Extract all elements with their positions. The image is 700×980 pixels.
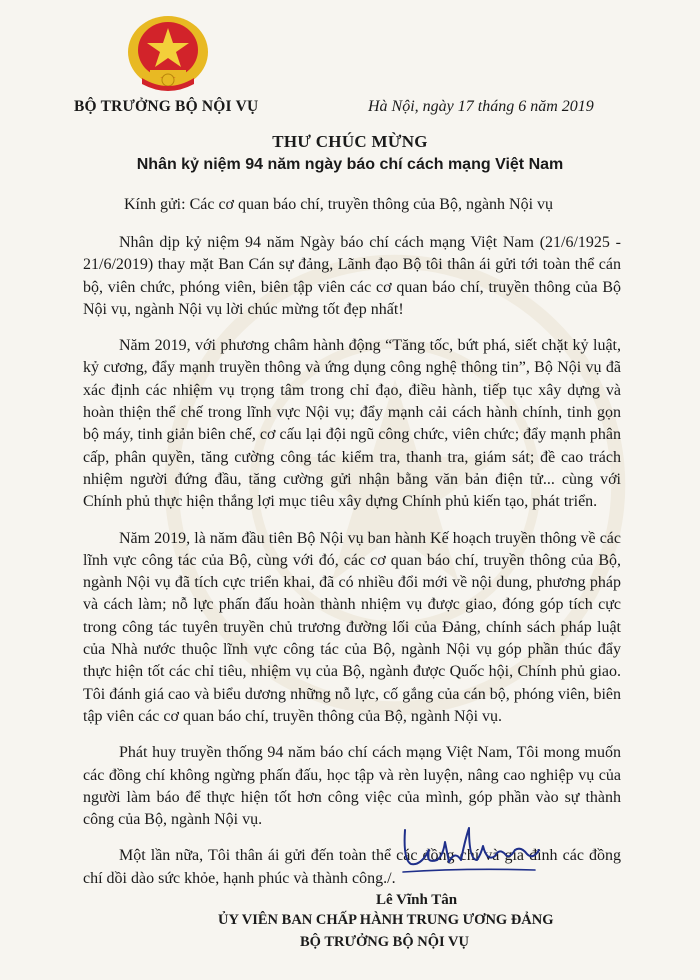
date-line: Hà Nội, ngày 17 tháng 6 năm 2019 bbox=[368, 98, 594, 115]
body-paragraph: Một lần nữa, Tôi thân ái gửi đến toàn thể các đồng chí và gia đình các đồng chí dồi dào sức khỏe, hạnh phúc và thành công./. bbox=[83, 847, 621, 887]
recipient-line: Kính gửi: Các cơ quan báo chí, truyền thông của Bộ, ngành Nội vụ bbox=[124, 196, 554, 213]
issuing-authority: BỘ TRƯỞNG BỘ NỘI VỤ bbox=[74, 98, 259, 115]
letter-body bbox=[83, 232, 621, 904]
letter-subtitle: Nhân kỷ niệm 94 năm ngày báo chí cách mạng Việt Nam bbox=[136, 156, 564, 173]
body-paragraph: Phát huy truyền thống 94 năm báo chí cách mạng Việt Nam, Tôi mong muốn các đồng chí không ngừng phấn đấu, học tập và rèn luyện, nâng cao nghiệp vụ của người làm báo để thực hiện tốt hơn công việc của mình, góp phần vào sự thành công của Bộ, ngành Nội vụ. bbox=[83, 744, 621, 829]
signer-title-minister: BỘ TRƯỞNG BỘ NỘI VỤ bbox=[300, 934, 469, 950]
body-paragraph: Năm 2019, với phương châm hành động “Tăng tốc, bứt phá, siết chặt kỷ luật, kỷ cương, đẩy mạnh truyền thông và ứng dụng công nghệ thông tin”, Bộ Nội vụ đã xác định các nhiệm vụ trọng tâm trong chỉ đạo, điều hành, tiếp tục xây dựng và hoàn thiện thể chế trong lĩnh vực Nội vụ; đẩy mạnh cải cách hành chính, tinh gọn bộ máy, tinh giản biên chế, cơ cấu lại đội ngũ công chức, viên chức; đẩy mạnh phân cấp, phân quyền, tăng cường công tác kiểm tra, thanh tra, giám sát; đề cao trách nhiệm người đứng đầu, tăng cường gửi nhận bằng văn bản điện tử... cùng với Chính phủ thực hiện thắng lợi mục tiêu xây dựng Chính phủ kiến tạo, phát triển. bbox=[83, 337, 621, 511]
national-emblem-icon bbox=[120, 14, 216, 94]
letter-title: THƯ CHÚC MỪNG bbox=[272, 132, 428, 151]
signer-name: Lê Vĩnh Tân bbox=[376, 892, 458, 908]
signer-title-party: ỦY VIÊN BAN CHẤP HÀNH TRUNG ƯƠNG ĐẢNG bbox=[218, 912, 554, 928]
body-paragraph: Năm 2019, là năm đầu tiên Bộ Nội vụ ban hành Kế hoạch truyền thông về các lĩnh vực công tác của Bộ, cùng với đó, các cơ quan báo chí, truyền thông của Bộ, ngành Nội vụ đã tích cực triển khai, đã có nhiều đổi mới về nội dung, phương pháp và cách làm; nỗ lực phấn đấu hoàn thành nhiệm vụ được giao, đóng góp tích cực trong công tác tuyên truyền chủ trương đường lối của Đảng, chính sách pháp luật của Nhà nước thuộc lĩnh vực công tác của Bộ, ngành Nội vụ góp phần thúc đẩy thực hiện tốt các chỉ tiêu, nhiệm vụ của Bộ, ngành được Quốc hội, Chính phủ giao. Tôi đánh giá cao và biểu dương những nỗ lực, cố gắng của cán bộ, phóng viên, biên tập viên các cơ quan báo chí, truyền thông của Bộ, ngành Nội vụ. bbox=[83, 529, 621, 725]
body-paragraph: Nhân dịp kỷ niệm 94 năm Ngày báo chí cách mạng Việt Nam (21/6/1925 - 21/6/2019) thay mặt Ban Cán sự đảng, Lãnh đạo Bộ tôi thân ái gửi tới toàn thể cán bộ, viên chức, phóng viên, biên tập viên các cơ quan báo chí, truyền thông của Bộ Nội vụ, ngành Nội vụ lời chúc mừng tốt đẹp nhất! bbox=[83, 234, 621, 318]
handwritten-signature-icon bbox=[395, 820, 545, 880]
